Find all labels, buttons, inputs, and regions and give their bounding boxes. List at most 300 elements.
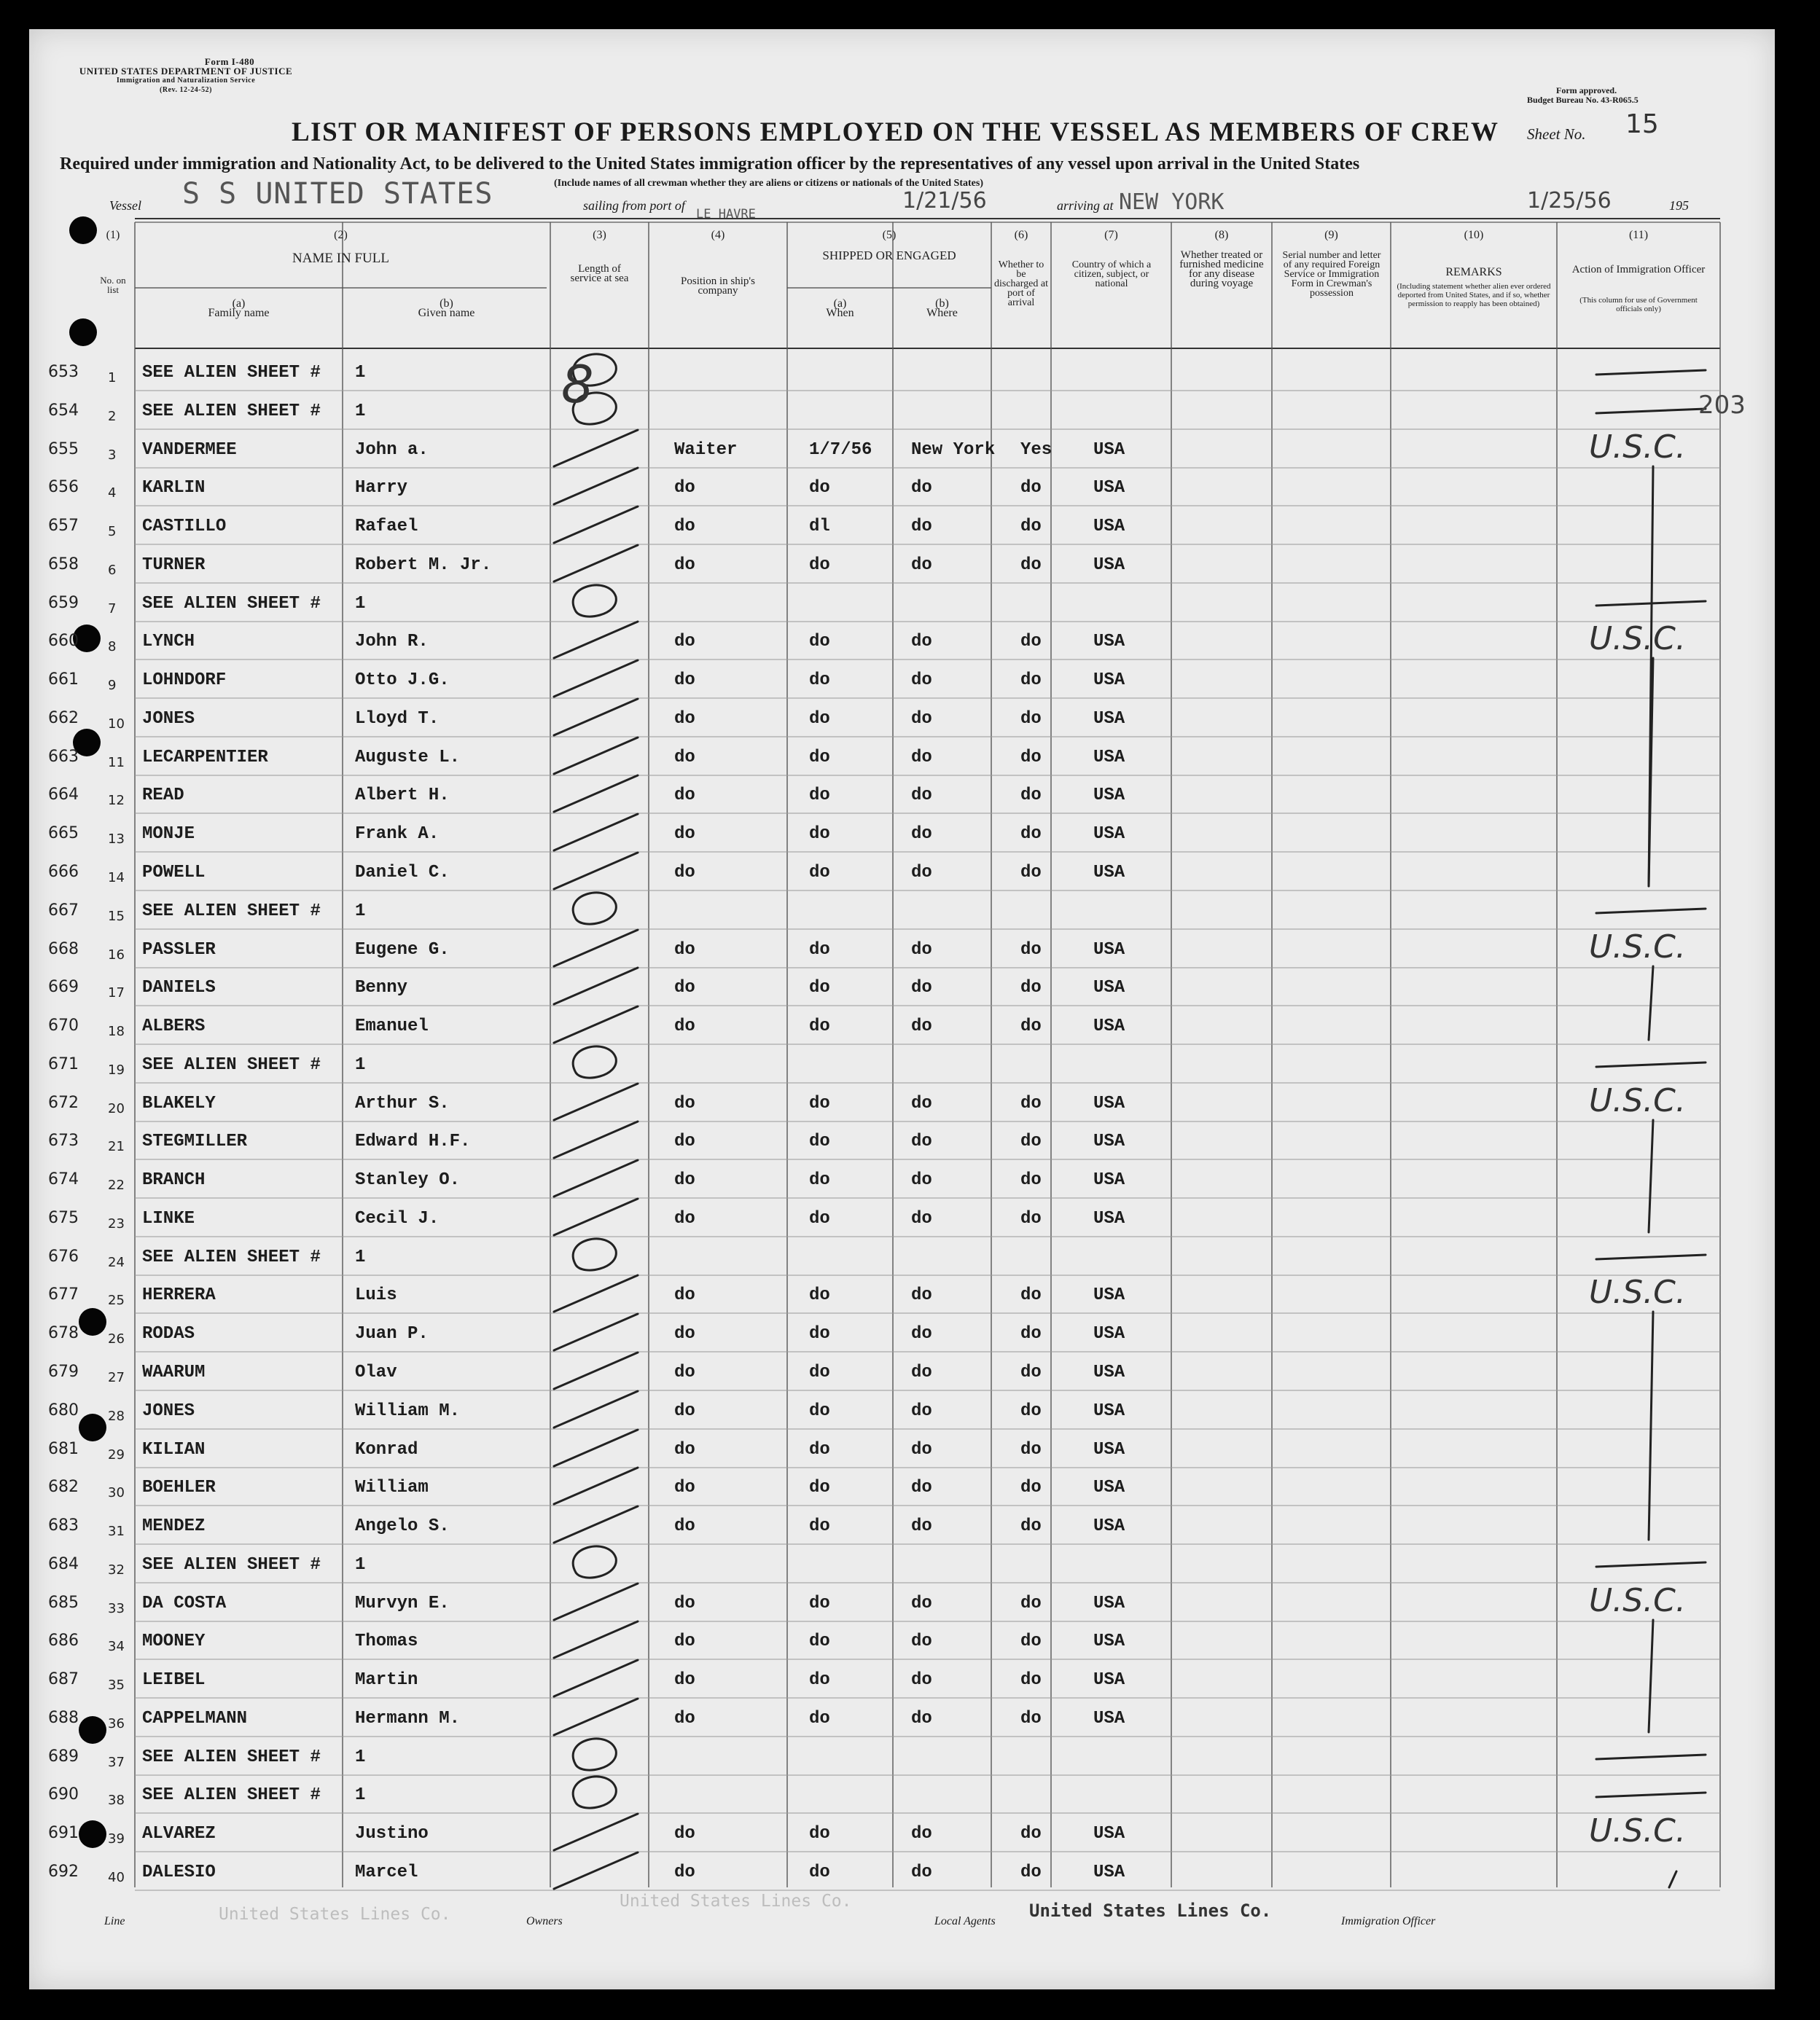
shipped-where: do xyxy=(911,1401,932,1421)
family-name: MENDEZ xyxy=(142,1516,206,1536)
line-number: 31 xyxy=(108,1524,125,1539)
given-name: William M. xyxy=(355,1401,461,1421)
shipped-where: do xyxy=(911,1132,932,1151)
family-name: LOHNDORF xyxy=(142,670,227,690)
line-number: 1 xyxy=(108,370,117,385)
line-number: 34 xyxy=(108,1639,125,1654)
revision: (Rev. 12-24-52) xyxy=(160,86,212,94)
position: do xyxy=(674,1324,695,1344)
shipped-where: do xyxy=(911,555,932,575)
given-name: Angelo S. xyxy=(355,1516,450,1536)
family-name: LECARPENTIER xyxy=(142,748,268,767)
line-value: United States Lines Co. xyxy=(219,1905,451,1924)
ditto-line xyxy=(1649,966,1653,1040)
shipped-where: do xyxy=(911,824,932,844)
given-name: John a. xyxy=(355,440,429,460)
page-seq-number: 672 xyxy=(48,1094,79,1112)
slash-mark xyxy=(554,468,638,504)
family-name: READ xyxy=(142,786,184,805)
given-name: Robert M. Jr. xyxy=(355,555,492,575)
line-number: 39 xyxy=(108,1831,125,1847)
slash-mark xyxy=(554,545,638,582)
owners-label: Owners xyxy=(526,1915,563,1927)
date-from: 1/21/56 xyxy=(902,188,987,214)
slash-mark xyxy=(554,1506,638,1543)
family-name: RODAS xyxy=(142,1324,195,1344)
family-name: SEE ALIEN SHEET # xyxy=(142,1055,321,1075)
position: do xyxy=(674,1170,695,1190)
country: USA xyxy=(1093,748,1125,767)
family-name: PASSLER xyxy=(142,940,216,960)
country: USA xyxy=(1093,1516,1125,1536)
page-seq-number: 683 xyxy=(48,1516,79,1535)
shipped-when: 1/7/56 xyxy=(809,440,872,460)
country: USA xyxy=(1093,1478,1125,1498)
shipped-when: do xyxy=(809,632,830,651)
family-name: ALVAREZ xyxy=(142,1824,216,1844)
dash-mark xyxy=(1596,1255,1706,1259)
col8-num: (8) xyxy=(1214,229,1229,241)
slash-mark xyxy=(554,622,638,658)
given-name: Frank A. xyxy=(355,824,440,844)
shipped-when: do xyxy=(809,1285,830,1305)
usc-mark: U.S.C. xyxy=(1589,1582,1686,1619)
given-name: 1 xyxy=(355,402,366,421)
shipped-where: New York xyxy=(911,440,996,460)
position: Waiter xyxy=(674,440,738,460)
page-seq-number: 689 xyxy=(48,1747,79,1766)
shipped-when: do xyxy=(809,1401,830,1421)
page-seq-number: 676 xyxy=(48,1248,79,1266)
given-name: Emanuel xyxy=(355,1017,429,1036)
dash-mark xyxy=(1596,370,1706,375)
inclusion-note: (Include names of all crewman whether they are aliens or citizens or nationals of the United States) xyxy=(554,178,983,189)
family-name: BLAKELY xyxy=(142,1094,216,1113)
shipped-where: do xyxy=(911,517,932,536)
country: USA xyxy=(1093,1094,1125,1113)
page-seq-number: 670 xyxy=(48,1017,79,1035)
shipped-when: do xyxy=(809,478,830,498)
country: USA xyxy=(1093,1709,1125,1729)
shipped-where: do xyxy=(911,1440,932,1460)
col9-header: Serial number and letter of any required Foreign Service or Immigration Form in Crewman's possession xyxy=(1282,250,1381,299)
discharged: do xyxy=(1020,863,1042,882)
shipped-where: do xyxy=(911,1516,932,1536)
given-name: Otto J.G. xyxy=(355,670,450,690)
officer-label: Immigration Officer xyxy=(1341,1915,1436,1927)
discharged: do xyxy=(1020,555,1042,575)
page-seq-number: 653 xyxy=(48,363,79,381)
zero-mark xyxy=(573,585,616,616)
page-seq-number: 661 xyxy=(48,670,79,689)
eight-mark: 8 xyxy=(561,355,594,415)
sailing-label: sailing from port of xyxy=(583,198,685,213)
shipped-where: do xyxy=(911,1170,932,1190)
shipped-when: do xyxy=(809,1209,830,1229)
col1-num: (1) xyxy=(106,229,120,241)
given-name: 1 xyxy=(355,1248,366,1267)
country: USA xyxy=(1093,517,1125,536)
col5a-header: (a) When xyxy=(826,297,854,319)
col2b-header: (b) Given name xyxy=(418,297,475,319)
given-name: Daniel C. xyxy=(355,863,450,882)
page-seq-number: 685 xyxy=(48,1594,79,1612)
position: do xyxy=(674,1632,695,1651)
given-name: Rafael xyxy=(355,517,418,536)
usc-mark: U.S.C. xyxy=(1589,1812,1686,1849)
line-number: 32 xyxy=(108,1562,125,1578)
shipped-where: do xyxy=(911,632,932,651)
country: USA xyxy=(1093,632,1125,651)
page-seq-number: 657 xyxy=(48,517,79,535)
country: USA xyxy=(1093,1363,1125,1382)
page-seq-number: 680 xyxy=(48,1401,79,1420)
sheet-label: Sheet No. xyxy=(1527,125,1586,143)
position: do xyxy=(674,1440,695,1460)
subtitle: Required under immigration and Nationality Act, to be delivered to the United States immigration officer by the representatives of any vessel upon arrival in the United States xyxy=(60,154,1360,173)
shipped-when: do xyxy=(809,1632,830,1651)
slash-mark xyxy=(554,1199,638,1235)
col2-header: NAME IN FULL xyxy=(292,251,389,266)
page-seq-number: 691 xyxy=(48,1824,79,1842)
port-to: NEW YORK xyxy=(1119,189,1225,215)
slash-mark xyxy=(554,1660,638,1696)
vessel-label: Vessel xyxy=(109,198,141,213)
given-name: 1 xyxy=(355,1555,366,1575)
line-number: 17 xyxy=(108,985,125,1001)
discharged: Yes xyxy=(1020,440,1052,460)
country: USA xyxy=(1093,1285,1125,1305)
line-number: 26 xyxy=(108,1331,125,1347)
line-number: 40 xyxy=(108,1870,125,1885)
ditto-line xyxy=(1669,1871,1676,1887)
discharged: do xyxy=(1020,1017,1042,1036)
col7-num: (7) xyxy=(1104,229,1118,241)
usc-mark: U.S.C. xyxy=(1589,1082,1686,1119)
line-number: 21 xyxy=(108,1139,125,1154)
page-seq-number: 673 xyxy=(48,1132,79,1150)
shipped-where: do xyxy=(911,1670,932,1690)
discharged: do xyxy=(1020,940,1042,960)
page-seq-number: 669 xyxy=(48,978,79,996)
country: USA xyxy=(1093,1017,1125,1036)
line-number: 6 xyxy=(108,563,117,578)
slash-mark xyxy=(554,853,638,889)
page-seq-number: 659 xyxy=(48,594,79,612)
slash-mark xyxy=(554,1852,638,1889)
col2-num: (2) xyxy=(334,229,348,241)
page-seq-number: 658 xyxy=(48,555,79,573)
col5-header: SHIPPED OR ENGAGED xyxy=(822,248,956,262)
position: do xyxy=(674,632,695,651)
shipped-when: do xyxy=(809,1017,830,1036)
zero-mark xyxy=(573,893,616,924)
discharged: do xyxy=(1020,1285,1042,1305)
shipped-where: do xyxy=(911,940,932,960)
line-number: 3 xyxy=(108,447,117,463)
line-number: 9 xyxy=(108,678,117,693)
given-name: William xyxy=(355,1478,429,1498)
page-seq-number: 667 xyxy=(48,901,79,920)
family-name: JONES xyxy=(142,709,195,729)
line-number: 37 xyxy=(108,1755,125,1770)
given-name: 1 xyxy=(355,1785,366,1805)
country: USA xyxy=(1093,1132,1125,1151)
col10-note: (Including statement whether alien ever ordered deported from United States, and if so, whether permission to reapply has been obtained) xyxy=(1397,282,1551,308)
country: USA xyxy=(1093,1824,1125,1844)
given-name: Olav xyxy=(355,1363,397,1382)
slash-mark xyxy=(554,1430,638,1466)
page-seq-number: 668 xyxy=(48,940,79,958)
position: do xyxy=(674,1594,695,1613)
slash-mark xyxy=(554,506,638,543)
year-suffix: 195 xyxy=(1669,198,1689,213)
line-number: 22 xyxy=(108,1178,125,1193)
family-name: BRANCH xyxy=(142,1170,206,1190)
family-name: WAARUM xyxy=(142,1363,206,1382)
given-name: Justino xyxy=(355,1824,429,1844)
discharged: do xyxy=(1020,1594,1042,1613)
country: USA xyxy=(1093,940,1125,960)
shipped-when: do xyxy=(809,1478,830,1498)
country: USA xyxy=(1093,1324,1125,1344)
given-name: 1 xyxy=(355,901,366,921)
slash-mark xyxy=(554,737,638,774)
position: do xyxy=(674,555,695,575)
given-name: Harry xyxy=(355,478,408,498)
slash-mark xyxy=(554,968,638,1004)
country: USA xyxy=(1093,555,1125,575)
line-number: 24 xyxy=(108,1255,125,1270)
line-number: 12 xyxy=(108,793,125,808)
shipped-when: do xyxy=(809,1440,830,1460)
shipped-when: do xyxy=(809,1170,830,1190)
agents-value: United States Lines Co. xyxy=(1029,1900,1272,1921)
page-seq-number: 674 xyxy=(48,1170,79,1189)
family-name: DANIELS xyxy=(142,978,216,998)
slash-mark xyxy=(554,430,638,466)
line-number: 38 xyxy=(108,1793,125,1808)
given-name: Luis xyxy=(355,1285,397,1305)
given-name: Stanley O. xyxy=(355,1170,461,1190)
shipped-where: do xyxy=(911,1632,932,1651)
agents-label: Local Agents xyxy=(934,1915,996,1927)
given-name: Thomas xyxy=(355,1632,418,1651)
family-name: HERRERA xyxy=(142,1285,216,1305)
family-name: TURNER xyxy=(142,555,206,575)
line-number: 18 xyxy=(108,1024,125,1039)
budget-bureau: Budget Bureau No. 43-R065.5 xyxy=(1527,95,1639,105)
line-number: 11 xyxy=(108,755,125,770)
col3-header: Length of service at sea xyxy=(570,263,629,284)
page-seq-number: 690 xyxy=(48,1785,79,1804)
discharged: do xyxy=(1020,748,1042,767)
form-number: Form I-480 xyxy=(204,56,255,67)
line-number: 36 xyxy=(108,1716,125,1731)
family-name: DA COSTA xyxy=(142,1594,227,1613)
position: do xyxy=(674,786,695,805)
col1-header: No. on list xyxy=(100,275,126,295)
vessel-name: S S UNITED STATES xyxy=(182,177,493,211)
shipped-where: do xyxy=(911,978,932,998)
family-name: POWELL xyxy=(142,863,206,882)
given-name: Edward H.F. xyxy=(355,1132,471,1151)
page-seq-number: 682 xyxy=(48,1478,79,1496)
position: do xyxy=(674,1824,695,1844)
line-number: 16 xyxy=(108,947,125,963)
country: USA xyxy=(1093,709,1125,729)
shipped-when: do xyxy=(809,1094,830,1113)
line-number: 2 xyxy=(108,409,117,424)
shipped-where: do xyxy=(911,1863,932,1882)
country: USA xyxy=(1093,824,1125,844)
family-name: STEGMILLER xyxy=(142,1132,248,1151)
ditto-line xyxy=(1649,1120,1653,1232)
slash-mark xyxy=(554,1468,638,1504)
shipped-when: do xyxy=(809,940,830,960)
shipped-where: do xyxy=(911,1324,932,1344)
shipped-when: do xyxy=(809,1516,830,1536)
line-number: 13 xyxy=(108,831,125,847)
position: do xyxy=(674,1863,695,1882)
position: do xyxy=(674,1094,695,1113)
page-seq-number: 684 xyxy=(48,1555,79,1573)
shipped-when: do xyxy=(809,670,830,690)
shipped-where: do xyxy=(911,1594,932,1613)
line-number: 25 xyxy=(108,1293,125,1308)
shipped-where: do xyxy=(911,1363,932,1382)
family-name: SEE ALIEN SHEET # xyxy=(142,594,321,614)
given-name: Auguste L. xyxy=(355,748,461,767)
discharged: do xyxy=(1020,978,1042,998)
page-seq-number: 664 xyxy=(48,786,79,804)
slash-mark xyxy=(554,775,638,812)
line-number: 4 xyxy=(108,485,117,501)
line-number: 23 xyxy=(108,1216,125,1232)
discharged: do xyxy=(1020,478,1042,498)
discharged: do xyxy=(1020,1863,1042,1882)
usc-mark: U.S.C. xyxy=(1589,428,1686,466)
slash-mark xyxy=(554,1006,638,1043)
dash-mark xyxy=(1596,1062,1706,1067)
family-name: KILIAN xyxy=(142,1440,206,1460)
position: do xyxy=(674,748,695,767)
given-name: John R. xyxy=(355,632,429,651)
discharged: do xyxy=(1020,1401,1042,1421)
position: do xyxy=(674,863,695,882)
country: USA xyxy=(1093,1670,1125,1690)
line-number: 10 xyxy=(108,716,125,732)
discharged: do xyxy=(1020,1440,1042,1460)
line-number: 14 xyxy=(108,870,125,885)
slash-mark xyxy=(554,1352,638,1389)
family-name: LYNCH xyxy=(142,632,195,651)
col11-note: (This column for use of Government officials only) xyxy=(1579,296,1698,313)
shipped-where: do xyxy=(911,709,932,729)
family-name: DALESIO xyxy=(142,1863,216,1882)
slash-mark xyxy=(554,1275,638,1312)
line-number: 15 xyxy=(108,909,125,924)
page-seq-number: 655 xyxy=(48,440,79,458)
given-name: Arthur S. xyxy=(355,1094,450,1113)
line-number: 29 xyxy=(108,1447,125,1463)
position: do xyxy=(674,709,695,729)
family-name: SEE ALIEN SHEET # xyxy=(142,402,321,421)
col3-num: (3) xyxy=(593,229,606,241)
given-name: Benny xyxy=(355,978,408,998)
line-number: 30 xyxy=(108,1485,125,1500)
position: do xyxy=(674,978,695,998)
discharged: do xyxy=(1020,1824,1042,1844)
line-number: 27 xyxy=(108,1370,125,1385)
discharged: do xyxy=(1020,1478,1042,1498)
page-seq-number: 677 xyxy=(48,1285,79,1304)
given-name: Martin xyxy=(355,1670,418,1690)
discharged: do xyxy=(1020,632,1042,651)
discharged: do xyxy=(1020,1170,1042,1190)
discharged: do xyxy=(1020,1209,1042,1229)
shipped-where: do xyxy=(911,1017,932,1036)
family-name: LINKE xyxy=(142,1209,195,1229)
position: do xyxy=(674,1478,695,1498)
given-name: 1 xyxy=(355,1747,366,1767)
position: do xyxy=(674,824,695,844)
discharged: do xyxy=(1020,1709,1042,1729)
discharged: do xyxy=(1020,1363,1042,1382)
given-name: Marcel xyxy=(355,1863,418,1882)
department: UNITED STATES DEPARTMENT OF JUSTICE xyxy=(79,66,293,77)
family-name: CAPPELMANN xyxy=(142,1709,248,1729)
zero-mark xyxy=(573,1046,616,1078)
country: USA xyxy=(1093,1440,1125,1460)
side-number: 203 xyxy=(1698,391,1746,420)
slash-mark xyxy=(554,1121,638,1158)
family-name: JONES xyxy=(142,1401,195,1421)
discharged: do xyxy=(1020,517,1042,536)
shipped-when: do xyxy=(809,1132,830,1151)
family-name: MONJE xyxy=(142,824,195,844)
country: USA xyxy=(1093,478,1125,498)
shipped-where: do xyxy=(911,863,932,882)
country: USA xyxy=(1093,440,1125,460)
discharged: do xyxy=(1020,1632,1042,1651)
ditto-line xyxy=(1649,1620,1653,1732)
shipped-when: do xyxy=(809,824,830,844)
page-seq-number: 654 xyxy=(48,402,79,420)
shipped-where: do xyxy=(911,1209,932,1229)
discharged: do xyxy=(1020,1132,1042,1151)
page-title: LIST OR MANIFEST OF PERSONS EMPLOYED ON THE VESSEL AS MEMBERS OF CREW xyxy=(292,117,1499,147)
slash-mark xyxy=(554,1391,638,1428)
given-name: 1 xyxy=(355,594,366,614)
page-seq-number: 686 xyxy=(48,1632,79,1650)
discharged: do xyxy=(1020,1516,1042,1536)
page-seq-number: 666 xyxy=(48,863,79,881)
line-number: 8 xyxy=(108,639,117,654)
shipped-where: do xyxy=(911,670,932,690)
shipped-when: do xyxy=(809,978,830,998)
position: do xyxy=(674,1670,695,1690)
position: do xyxy=(674,1363,695,1382)
shipped-when: do xyxy=(809,748,830,767)
usc-mark: U.S.C. xyxy=(1589,620,1686,657)
slash-mark xyxy=(554,1314,638,1350)
port-from: LE HAVRE xyxy=(696,207,756,222)
discharged: do xyxy=(1020,824,1042,844)
family-name: SEE ALIEN SHEET # xyxy=(142,1747,321,1767)
page-seq-number: 660 xyxy=(48,632,79,650)
dash-mark xyxy=(1596,409,1706,413)
